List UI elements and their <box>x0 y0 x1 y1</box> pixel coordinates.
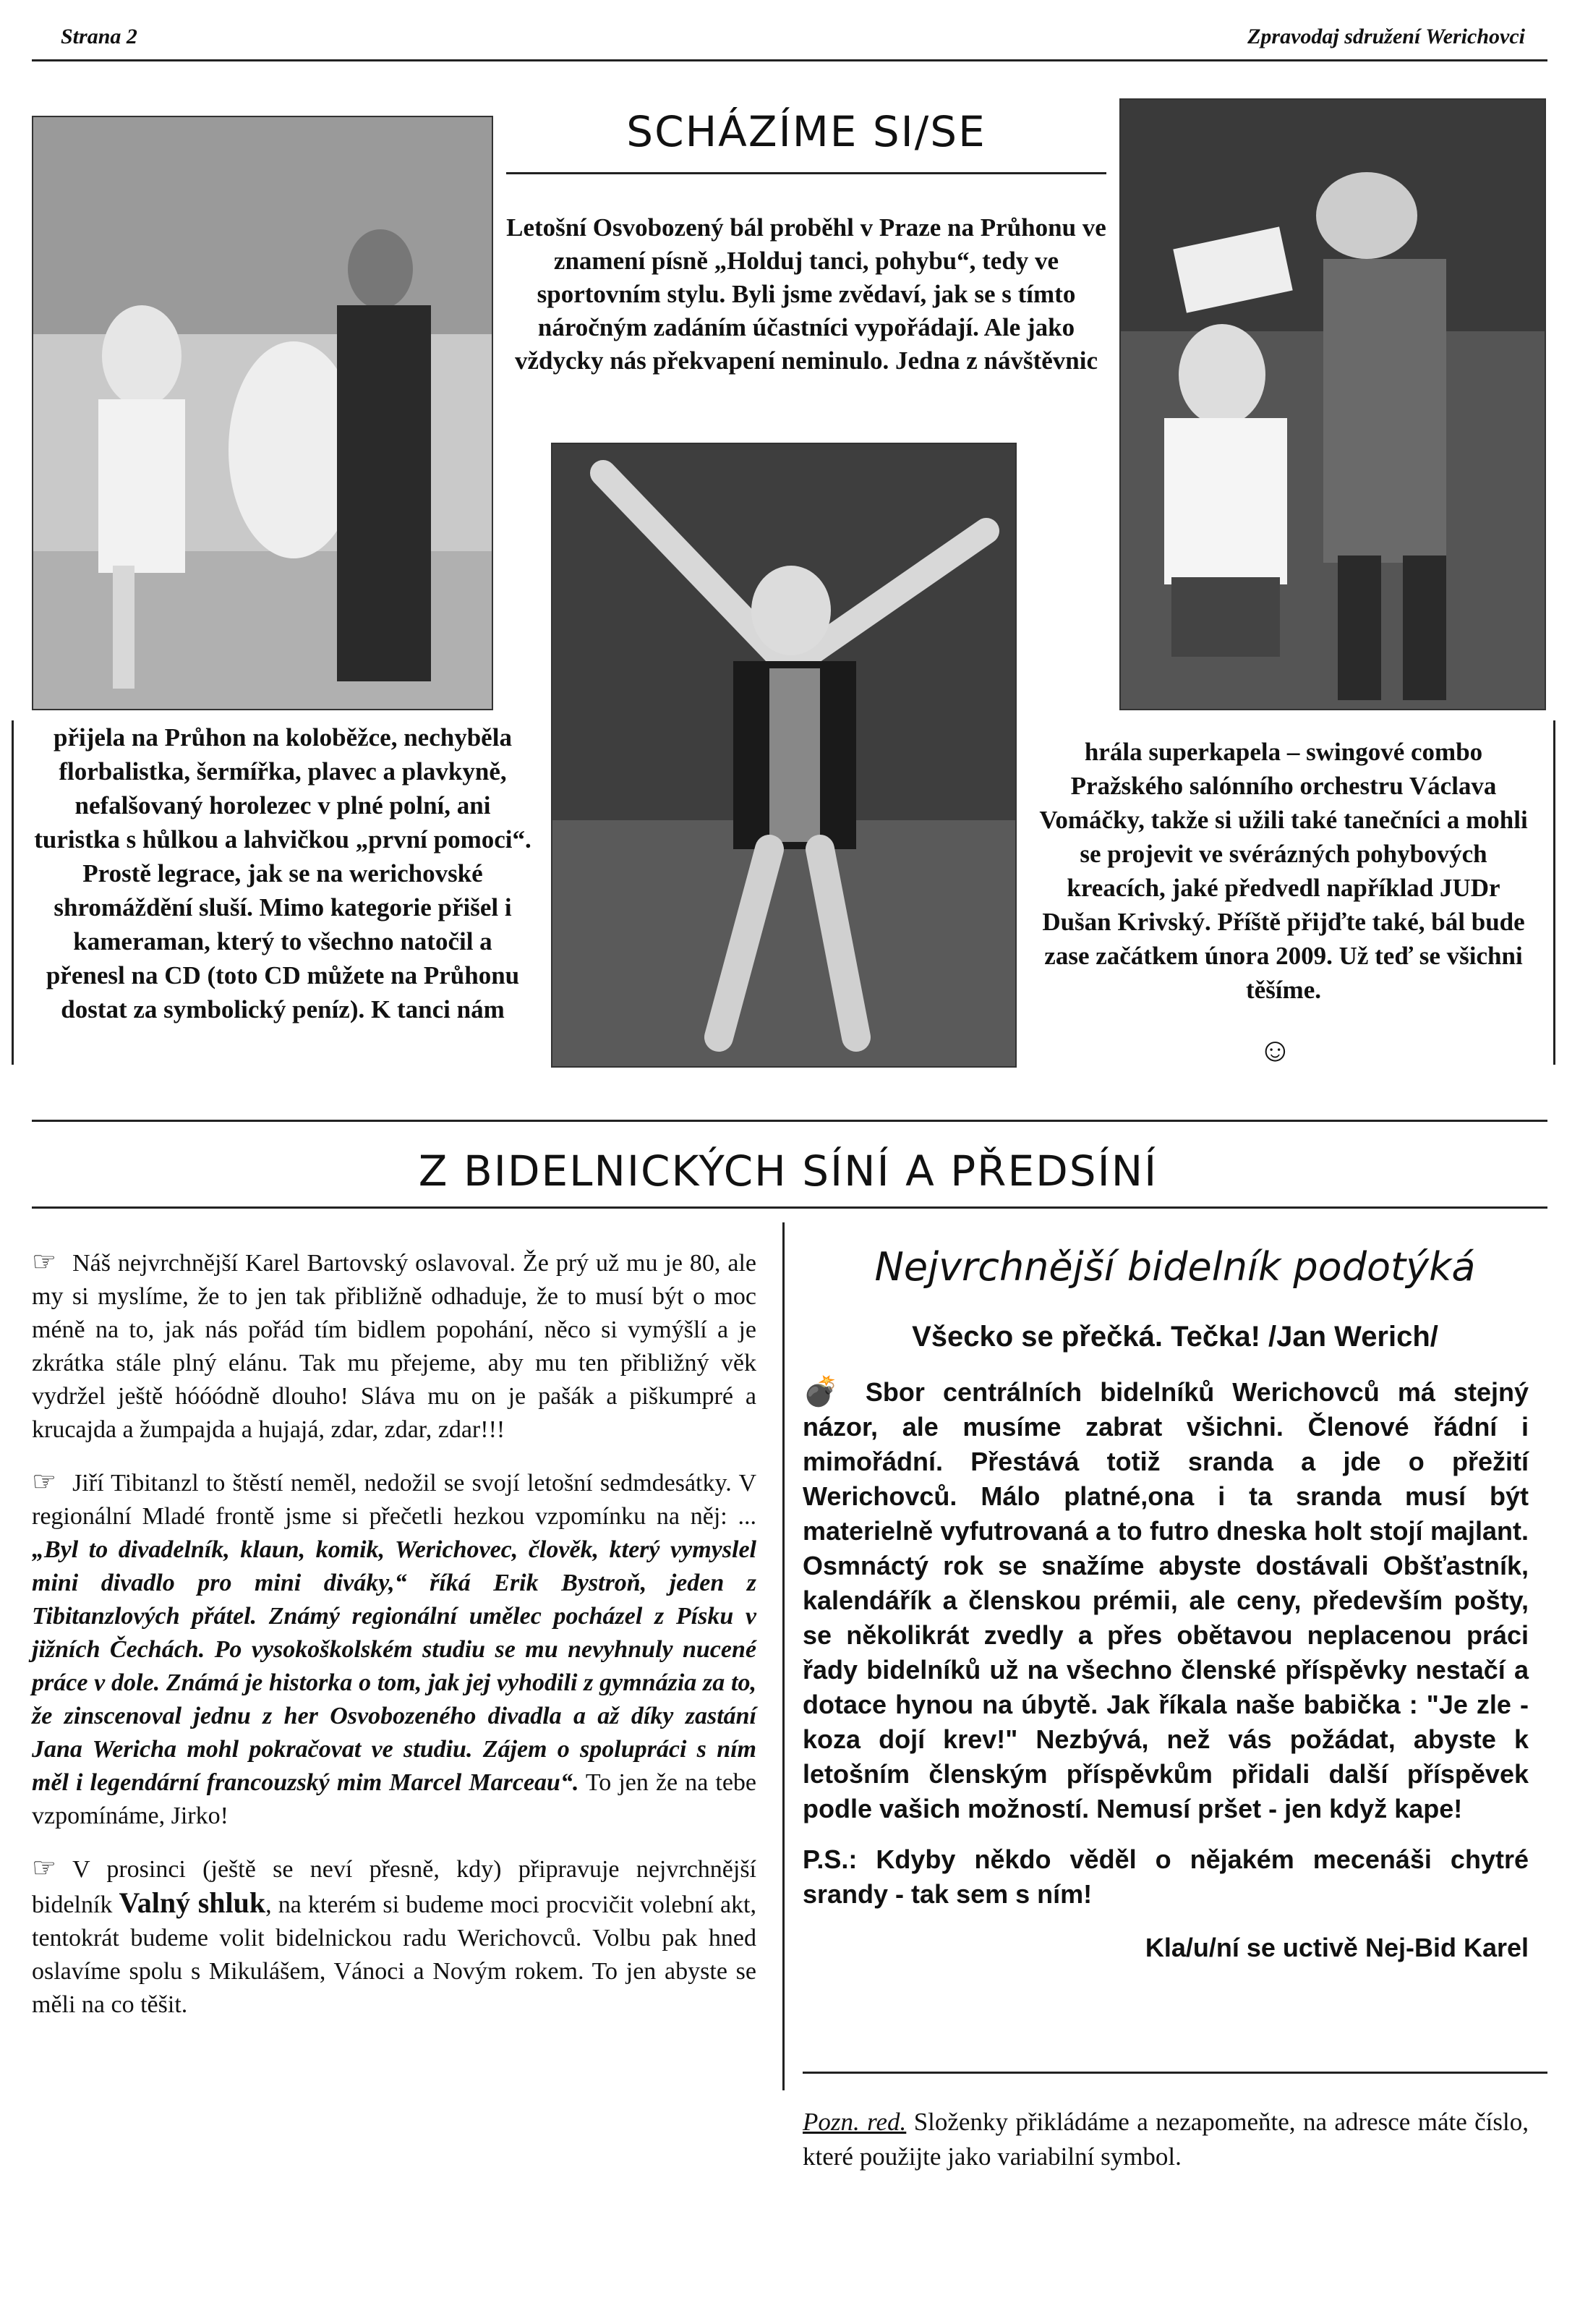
bidelnici-appeal: 💣 Sbor centrálních bidelníků Werichovců má stejný názor, ale musíme zabrat všichni. Členové řádní i mimořádní. Přestává totiž sranda a jde o přežití Werichovců. Málo platné,ona i ta sranda musí být materielně vyfutrovaná a to futro dneska holt stojí majlant. Osmnáctý rok se snažíme abyste dostávali Obšťastník, kalendářík a členskou prémii, ale ceny, především pošty, se několikrát zvedly a přes obětavou neplacenou práci řady bidelníků už na všechno členské příspěvky nestačí a dotace hynou na úbytě. Jak říkala naše babička : "Je zle - koza dojí krev!" Nezbývá, než vás požádat, abyste k letošním členským příspěvkům přidali další příspěvek podle vašich možností. Nemusí pršet - jen když kape! P.S.: Kdyby někdo věděl o nějakém mecenáši chytré srandy - tak sem s ním! Kla/u/ní se uctivě Nej-Bid Karel <box>803 1374 1529 1965</box>
photo-jumping-dancer <box>551 443 1017 1068</box>
section-title-schazime: SCHÁZÍME SI/SE <box>626 107 986 156</box>
photo-climber <box>1119 98 1546 710</box>
page-number: Strana 2 <box>61 25 137 48</box>
editor-note: Pozn. red. Složenky přikládáme a nezapomeňte, na adresce máte číslo, které použijte jako variabilní symbol. <box>803 2108 1529 2171</box>
news-birthday: ☞ Náš nejvrchnější Karel Bartovský oslavoval. Že prý už mu je 80, ale my si myslíme, že to jen tak přibližně odhaduje, že to musí být o moc méně na to, jak nás pořád tím bidlem popohání, něco si vymýšlí a je zkrátka stále plný elánu. Tak mu přejeme, aby mu ten přibližný věk vydržel ještě hóóódně dlouho! Sláva mu on je pašák a piškumpré a krucajda a žumpajda a hujajá, zdar, zdar, zdar!!! <box>32 1247 756 1443</box>
right-column-heading: Nejvrchnější bidelník podotýká <box>874 1244 1476 1290</box>
publication-name: Zpravodaj sdružení Werichovci <box>1247 25 1525 48</box>
pointing-hand-icon: ☞ <box>32 1467 57 1497</box>
pointing-hand-icon: ☞ <box>32 1853 57 1884</box>
postscript: P.S.: Kdyby někdo věděl o nějakém mecenáši chytré srandy - tak sem s ním! <box>803 1844 1529 1909</box>
ball-intro-text: Letošní Osvobozený bál proběhl v Praze na Průhonu ve znamení písně „Holduj tanci, pohybu“, tedy ve sportovním stylu. Byli jsme zvědaví, jak se s tímto náročným zadáním účastníci vypořádají. Ale jako vždycky nás překvapení neminulo. Jedna z návštěvnic <box>506 213 1106 375</box>
section-title-bidelnicke: Z BIDELNICKÝCH SÍNÍ A PŘEDSÍNÍ <box>418 1146 1158 1196</box>
news-tibitanzl: ☞ Jiří Tibitanzl to štěstí neměl, nedožil se svojí letošní sedmdesátky. V regionální Mladé frontě jsme si přečetli hezkou vzpomínku na něj: ...„Byl to divadelník, klaun, komik, Werichovec, člověk, který vymyslel mini divadlo pro mini diváky,“ říká Erik Bystroň, jeden z Tibitanzlových přátel. Známý regionální umělec pocházel z Písku v jižních Čechách. Po vysokoškolském studiu se mu nevyhnuly nucené práce v dole. Známá je historka o tom, jak jej vyhodili z gymnázia za to, že zinscenoval jednu z her Osvobozeného divadla a až díky zastání Jana Wericha mohl pokračovat ve studiu. Zájem o spolupráci s ním měl i legendární francouzský mim Marcel Marceau“. To jen že na tebe vzpomínáme, Jirko! <box>32 1467 756 1829</box>
bomb-icon: 💣 <box>803 1376 850 1408</box>
bidelnici-news-column <box>32 1246 756 2040</box>
editor-note-label: Pozn. red. <box>803 2108 907 2136</box>
column-divider <box>782 1222 785 2090</box>
left-column-rule <box>12 720 14 1065</box>
ball-right-text: hrála superkapela – swingové combo Pražského salónního orchestru Václava Vomáčky, takže si užili také tanečníci a mohli se projevit ve svérázných pohybových kreacích, jaké předvedl například JUDr Dušan Krivský. Příště přijďte také, bál bude zase začátkem února 2009. Už teď se všichni těšíme. <box>1039 738 1528 1004</box>
note-rule <box>803 2072 1547 2074</box>
signature: Kla/u/ní se uctivě Nej-Bid Karel <box>1145 1933 1529 1962</box>
header-rule <box>32 59 1547 61</box>
news-valny-shluk: ☞ V prosinci (ještě se neví přesně, kdy) připravuje nejvrchnější bidelník Valný shluk, na kterém si budeme moci procvičit volební akt, tentokrát budeme volit bidelnickou radu Werichovců. Volbu pak hned oslavíme spolu s Mikulášem, Vánoci a Novým rokem. To jen abyste se měli na co těšit. <box>32 1853 757 2018</box>
title-underline <box>506 172 1106 174</box>
werich-quote: Všecko se přečká. Tečka! /Jan Werich/ <box>912 1321 1438 1353</box>
pointing-hand-icon: ☞ <box>32 1247 57 1277</box>
smiley-icon: ☺ <box>1258 1031 1292 1068</box>
section2-top-rule <box>32 1120 1547 1122</box>
ball-left-text: přijela na Průhon na koloběžce, nechyběla florbalistka, šermířka, plavec a plavkyně, nefalšovaný horolezec v plné polní, ani turistka s hůlkou a lahvičkou „první pomoci“. Prostě legrace, jak se na werichovské shromáždění sluší. Mimo kategorie přišel i kameraman, který to všechno natočil a přenesl na CD (toto CD můžete na Průhonu dostat za symbolický peníz). K tanci nám <box>34 723 531 1023</box>
right-column-rule <box>1553 720 1555 1065</box>
section2-title-rule <box>32 1206 1547 1209</box>
photo-dancers <box>32 116 493 710</box>
